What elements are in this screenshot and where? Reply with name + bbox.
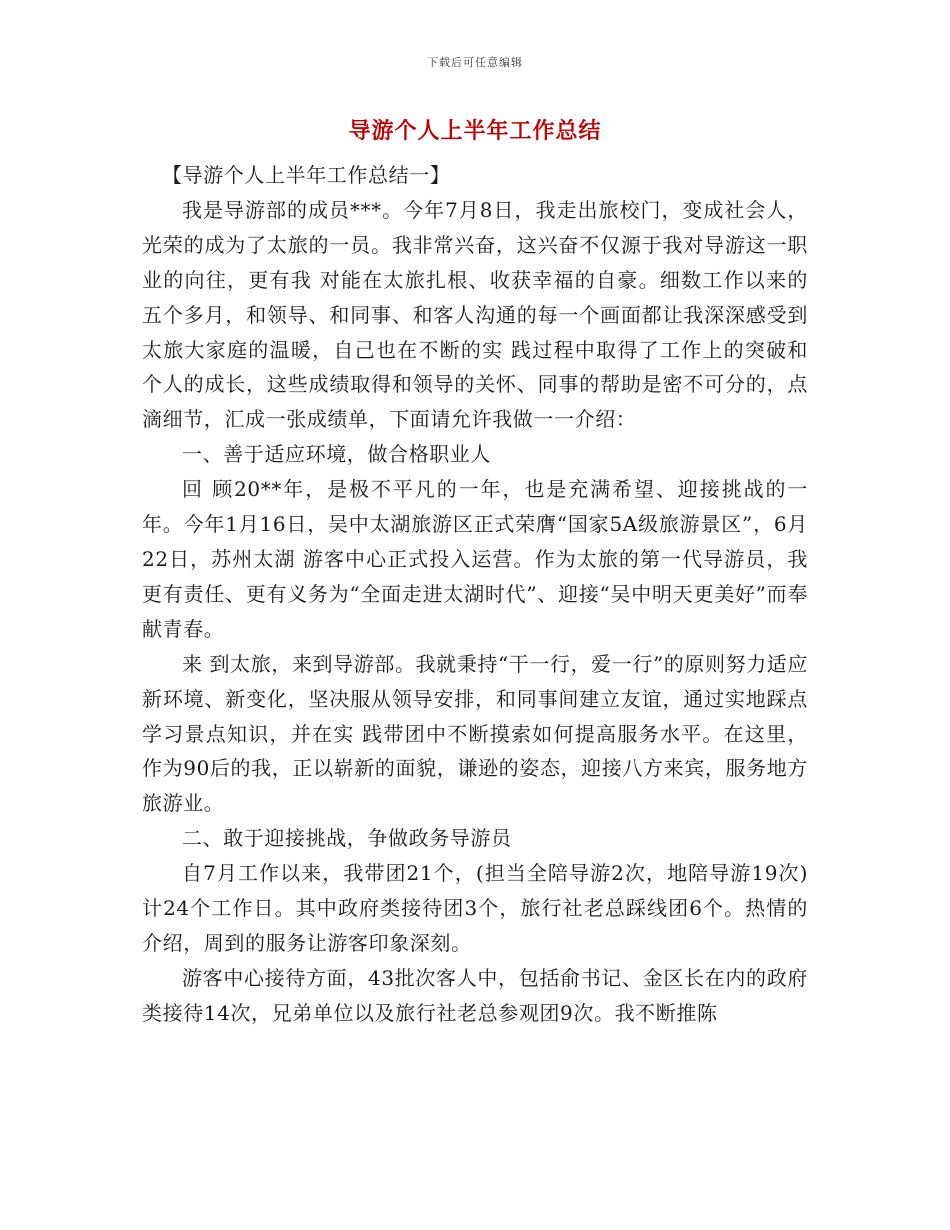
paragraph-intro: 我是导游部的成员***。今年7月8日，我走出旅校门，变成社会人，光荣的成为了太旅的一员。我非常兴奋，这兴奋不仅源于我对导游这一职业的向往，更有我 对能在太旅扎根、收获幸福的自豪。细数工作以来的五个多月，和领导、和同事、和客人沟通的每一个画面都让我深深感受到太旅大家庭的温暖，自己也在不断的实 践过程中取得了工作上的突破和个人的成长，这些成绩取得和领导的关怀、同事的帮助是密不可分的，点滴细节，汇成一张成绩单，下面请允许我做一一介绍： bbox=[142, 197, 808, 432]
paragraph-visitor-center: 游客中心接待方面，43批次客人中，包括俞书记、金区长在内的政府类接待14次，兄弟单位以及旅行社老总参观团9次。我不断推陈 bbox=[142, 965, 808, 1025]
paragraph-heading-2: 二、敢于迎接挑战，争做政务导游员 bbox=[182, 826, 512, 851]
paragraph-heading-1: 一、善于适应环境，做合格职业人 bbox=[182, 442, 491, 467]
section-label: 【导游个人上半年工作总结一】 bbox=[162, 163, 451, 187]
paragraph-review: 回 顾20**年，是极不平凡的一年，也是充满希望、迎接挑战的一年。今年1月16日，吴中太湖旅游区正式荣膺“国家5A级旅游景区”，6月22日，苏州太湖 游客中心正式投入运营。作为太旅的第一代导游员，我更有责任、更有义务为“全面走进太湖时代”、迎接“吴中明天更美好”而奉献青春。 bbox=[142, 477, 808, 641]
paragraph-tours: 自7月工作以来，我带团21个，(担当全陪导游2次，地陪导游19次)计24个工作日。其中政府类接待团3个，旅行社老总踩线团6个。热情的介绍，周到的服务让游客印象深刻。 bbox=[142, 861, 808, 955]
header-note: 下载后可任意编辑 bbox=[427, 56, 523, 69]
document-body bbox=[142, 158, 808, 1031]
paragraph-arrival: 来 到太旅，来到导游部。我就秉持“干一行，爱一行”的原则努力适应新环境、新变化，坚决服从领导安排，和同事间建立友谊，通过实地踩点学习景点知识，并在实 践带团中不断摸索如何提高服务水平。在这里，作为90后的我，正以崭新的面貌，谦逊的姿态，迎接八方来宾，服务地方旅游业。 bbox=[142, 651, 809, 816]
document-title: 导游个人上半年工作总结 bbox=[348, 118, 602, 144]
